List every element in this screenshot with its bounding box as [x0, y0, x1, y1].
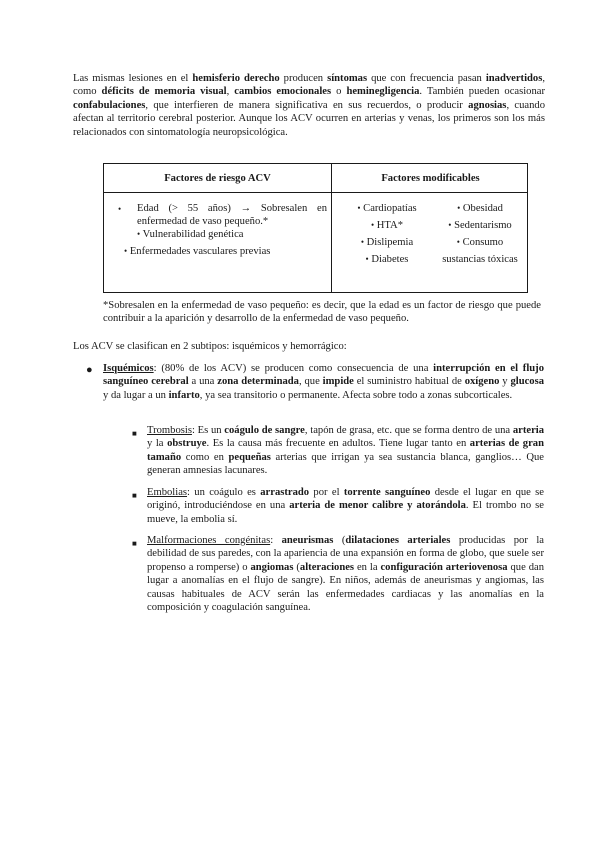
- bullet-icon: ●: [86, 364, 93, 376]
- list-item: • Sedentarismo: [448, 220, 512, 231]
- list-item: • Enfermedades vasculares previas: [124, 246, 271, 257]
- square-bullet-icon: ■: [132, 429, 137, 438]
- list-item: Edad (> 55 años) → Sobresalen en enfermedad de vaso pequeño.*: [137, 203, 327, 228]
- intro-paragraph: Las mismas lesiones en el hemisferio derecho producen síntomas que con frecuencia pasan inadvertidos, como déficits de memoria visual, cambios emocionales o heminegligencia. También pueden ocasionar confabulaciones, que interfieren de manera significativa en sus recuerdos, o producir agnosias, cuando afectan al territorio cerebral posterior. Aunque los ACV ocurren en arterias y venas, los primeros son los más relacionados con sintomatología neuropsicológica.: [73, 73, 546, 138]
- bullet-icon: •: [137, 229, 141, 239]
- bullet-icon: •: [124, 246, 128, 256]
- list-item: • Diabetes: [365, 254, 409, 265]
- list-item: • Vulnerabilidad genética: [137, 229, 244, 240]
- list-item: • Consumo: [456, 237, 504, 248]
- risk-factors-table: [103, 163, 528, 293]
- bullet-icon: •: [360, 237, 364, 247]
- malformaciones-paragraph: Malformaciones congénitas: aneurismas (dilataciones arteriales producidas por la debilidad de sus paredes, con la apariencia de una expansión en forma de globo, que suele ser propenso a romperse) o angiomas (alteraciones en la configuración arteriovenosa que dan lugar a anomalías en el flujo de sangre). En niños, además de aneurismas y angiomas, las causas habituales de ACV serán las enfermedades cardiacas y las anomalías en la composición y coagulación sanguínea.: [147, 535, 545, 614]
- bullet-icon: •: [370, 220, 375, 230]
- square-bullet-icon: ■: [132, 539, 137, 548]
- bullet-icon: •: [365, 254, 369, 264]
- bullet-icon: •: [448, 220, 452, 230]
- classification-intro: Los ACV se clasifican en 2 subtipos: isquémicos y hemorrágico:: [73, 341, 347, 352]
- isquemicos-paragraph: Isquémicos: (80% de los ACV) se producen como consecuencia de una interrupción en el flujo sanguíneo cerebral a una zona determinada, que impide el suministro habitual de oxígeno y glucosa y da lugar a un infarto, ya sea transitorio o permanente. Afecta sobre todo a zonas subcorticales.: [103, 363, 545, 401]
- list-item: • HTA*: [370, 220, 404, 231]
- bullet-icon: •: [357, 203, 361, 213]
- bullet-icon: •: [118, 204, 122, 214]
- square-bullet-icon: ■: [132, 491, 137, 500]
- list-item: • Obesidad: [457, 203, 503, 214]
- table-header-risk-factors: Factores de riesgo ACV: [164, 173, 271, 184]
- list-item: sustancias tóxicas: [442, 254, 518, 265]
- list-item: • Dislipemia: [360, 237, 414, 248]
- table-header-divider: [104, 192, 527, 193]
- bullet-icon: •: [456, 237, 460, 247]
- table-footnote: *Sobresalen en la enfermedad de vaso pequeño: es decir, que la edad es un factor de riesgo que puede contribuir a la aparición y desarrollo de la enfermedad de vaso pequeño.: [103, 300, 541, 325]
- list-item: • Cardiopatías: [357, 203, 417, 214]
- trombosis-paragraph: Trombosis: Es un coágulo de sangre, tapón de grasa, etc. que se forma dentro de una arteria y la obstruye. Es la causa más frecuente en adultos. Tiene lugar tanto en arterias de gran tamaño como en pequeñas arterias que irrigan ya sea sustancia blanca, ganglios… Que generan amnesias lacunares.: [147, 425, 545, 477]
- bullet-icon: •: [457, 203, 461, 213]
- table-header-modifiable: Factores modificables: [381, 173, 480, 184]
- embolias-paragraph: Embolias: un coágulo es arrastrado por el torrente sanguíneo desde el lugar en que se originó, introduciéndose en una arteria de menor calibre y atorándola. El trombo no se mueve, la embolia sí.: [147, 487, 545, 525]
